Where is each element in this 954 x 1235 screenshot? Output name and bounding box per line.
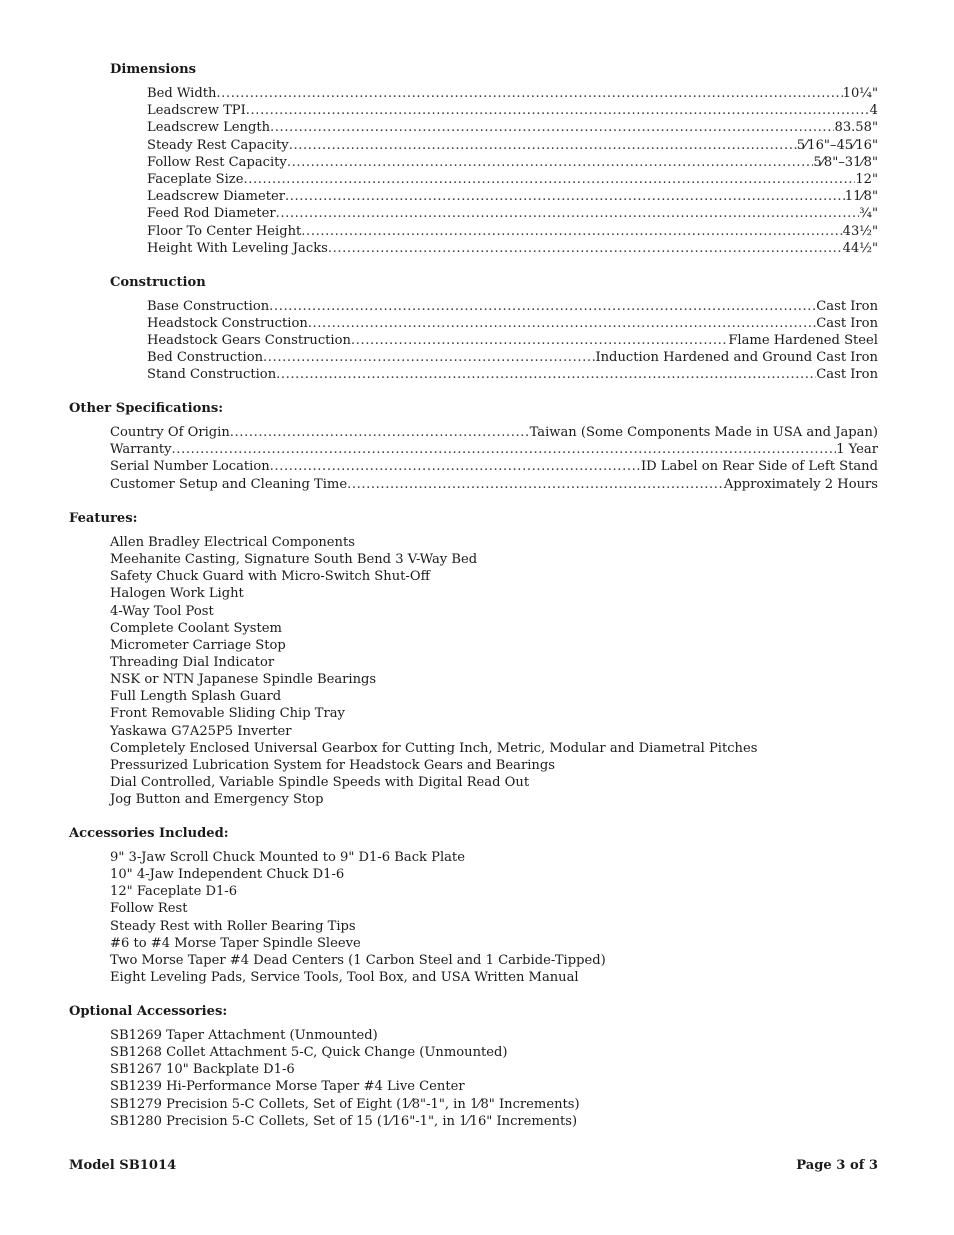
dimension-label: Feed Rod Diameter	[147, 206, 276, 222]
dimension-value: 5⁄16"–45⁄16"	[796, 137, 878, 153]
dimension-value: 4	[869, 103, 878, 119]
construction-label: Headstock Construction	[147, 316, 308, 332]
dimension-label: Leadscrew Diameter	[147, 189, 285, 205]
accessories-included-list	[110, 849, 606, 986]
dimension-row	[147, 240, 878, 257]
feature-item: Complete Coolant System	[110, 620, 282, 636]
specification-value: 1 Year	[836, 442, 878, 458]
construction-value: Cast Iron	[816, 316, 878, 332]
included-accessory-item: 10" 4-Jaw Independent Chuck D1-6	[110, 867, 345, 883]
leader-dots	[270, 458, 641, 475]
dimension-label: Bed Width	[147, 86, 217, 101]
specification-label: Warranty	[110, 442, 172, 458]
dimension-value: 43½"	[842, 223, 878, 239]
feature-item: Completely Enclosed Universal Gearbox for Cutting Inch, Metric, Modular and Diametral Pitches	[110, 740, 758, 756]
leader-dots	[328, 240, 843, 257]
dimension-row	[147, 102, 878, 119]
specification-label: Country Of Origin	[110, 425, 230, 440]
construction-value: Cast Iron	[816, 367, 878, 383]
leader-dots	[269, 298, 816, 315]
optional-accessory-item: SB1268 Collet Attachment 5-C, Quick Change (Unmounted)	[110, 1045, 508, 1061]
specification-label: Customer Setup and Cleaning Time	[110, 476, 348, 492]
feature-item: Meehanite Casting, Signature South Bend 3 V-Way Bed	[110, 552, 478, 568]
construction-value: Induction Hardened and Ground Cast Iron	[595, 350, 878, 366]
construction-value: Cast Iron	[816, 299, 878, 314]
dimension-label: Floor To Center Height	[147, 223, 302, 239]
leader-dots	[287, 154, 814, 171]
dimension-row	[147, 154, 878, 171]
leader-dots	[263, 349, 595, 366]
feature-item: Yaskawa G7A25P5 Inverter	[110, 723, 292, 739]
feature-item: Front Removable Sliding Chip Tray	[110, 706, 345, 722]
leader-dots	[172, 441, 837, 458]
specification-row	[110, 424, 878, 441]
included-accessory-item: 12" Faceplate D1-6	[110, 884, 238, 900]
included-accessory-item: 9" 3-Jaw Scroll Chuck Mounted to 9" D1-6 Back Plate	[110, 850, 465, 865]
construction-label: Stand Construction	[147, 367, 277, 383]
dimension-value: 11⁄8"	[844, 189, 878, 205]
accessories-included-heading: Accessories Included:	[69, 826, 229, 841]
optional-accessory-item: SB1269 Taper Attachment (Unmounted)	[110, 1028, 378, 1043]
construction-heading: Construction	[110, 275, 206, 290]
dimension-row	[147, 188, 878, 205]
construction-value: Flame Hardened Steel	[728, 333, 878, 349]
dimension-value: 44½"	[842, 240, 878, 256]
dimension-value: ¾"	[859, 206, 878, 222]
dimension-label: Steady Rest Capacity	[147, 137, 289, 153]
included-accessory-item: Follow Rest	[110, 901, 188, 917]
specification-row	[110, 458, 878, 475]
feature-item: Full Length Splash Guard	[110, 689, 282, 705]
optional-accessory-item: SB1267 10" Backplate D1-6	[110, 1062, 295, 1078]
construction-row	[147, 332, 878, 349]
leader-dots	[285, 188, 845, 205]
footer-model: Model SB1014	[69, 1158, 177, 1173]
feature-item: NSK or NTN Japanese Spindle Bearings	[110, 672, 377, 688]
optional-accessory-item: SB1279 Precision 5-C Collets, Set of Eight (1⁄8"-1", in 1⁄8" Increments)	[110, 1096, 580, 1112]
other-specifications-heading: Other Specifications:	[69, 401, 224, 416]
feature-item: Halogen Work Light	[110, 586, 244, 602]
features-heading: Features:	[69, 511, 138, 526]
leader-dots	[243, 171, 855, 188]
leader-dots	[308, 315, 817, 332]
leader-dots	[301, 223, 842, 240]
dimensions-heading: Dimensions	[110, 62, 197, 77]
specification-label: Serial Number Location	[110, 459, 270, 475]
included-accessory-item: Eight Leveling Pads, Service Tools, Tool Box, and USA Written Manual	[110, 969, 579, 985]
dimension-row	[147, 223, 878, 240]
dimension-value: 12"	[855, 172, 878, 187]
feature-item: 4-Way Tool Post	[110, 603, 214, 619]
feature-item: Threading Dial Indicator	[110, 654, 275, 670]
leader-dots	[351, 332, 728, 349]
leader-dots	[216, 85, 842, 102]
dimension-label: Leadscrew TPI	[147, 103, 246, 119]
dimension-row	[147, 85, 878, 102]
specification-value: Approximately 2 Hours	[723, 476, 878, 492]
footer-page-number: Page 3 of 3	[796, 1158, 878, 1173]
dimension-label: Follow Rest Capacity	[147, 154, 287, 170]
leader-dots	[230, 424, 530, 441]
leader-dots	[246, 102, 870, 119]
construction-row	[147, 366, 878, 383]
included-accessory-item: Two Morse Taper #4 Dead Centers (1 Carbon Steel and 1 Carbide-Tipped)	[110, 952, 606, 968]
feature-item: Safety Chuck Guard with Micro-Switch Shut-Off	[110, 569, 430, 585]
leader-dots	[270, 119, 834, 136]
dimension-value: 5⁄8"–31⁄8"	[813, 154, 878, 170]
included-accessory-item: #6 to #4 Morse Taper Spindle Sleeve	[110, 935, 361, 951]
leader-dots	[276, 366, 816, 383]
optional-accessories-heading: Optional Accessories:	[69, 1004, 228, 1019]
leader-dots	[347, 476, 724, 493]
construction-label: Bed Construction	[147, 350, 264, 366]
construction-label: Headstock Gears Construction	[147, 333, 351, 349]
feature-item: Allen Bradley Electrical Components	[110, 535, 355, 550]
construction-row	[147, 298, 878, 315]
construction-row	[147, 349, 878, 366]
feature-item: Pressurized Lubrication System for Headstock Gears and Bearings	[110, 757, 555, 773]
specification-row	[110, 441, 878, 458]
feature-item: Micrometer Carriage Stop	[110, 637, 286, 653]
included-accessory-item: Steady Rest with Roller Bearing Tips	[110, 918, 356, 934]
features-list	[110, 534, 757, 808]
construction-label: Base Construction	[147, 299, 270, 314]
leader-dots	[276, 205, 860, 222]
dimension-row	[147, 171, 878, 188]
dimension-label: Leadscrew Length	[147, 120, 271, 136]
dimension-row	[147, 205, 878, 222]
specification-row	[110, 476, 878, 493]
specification-value: ID Label on Rear Side of Left Stand	[640, 459, 878, 475]
construction-row	[147, 315, 878, 332]
dimension-value: 10¼"	[842, 86, 878, 101]
dimension-label: Faceplate Size	[147, 172, 244, 187]
leader-dots	[289, 137, 797, 154]
specification-value: Taiwan (Some Components Made in USA and Japan)	[529, 425, 878, 440]
dimension-label: Height With Leveling Jacks	[147, 240, 328, 256]
dimension-value: 83.58"	[834, 120, 878, 136]
optional-accessories-list	[110, 1027, 580, 1130]
dimension-row	[147, 137, 878, 154]
feature-item: Dial Controlled, Variable Spindle Speeds with Digital Read Out	[110, 774, 530, 790]
feature-item: Jog Button and Emergency Stop	[110, 792, 324, 808]
optional-accessory-item: SB1280 Precision 5-C Collets, Set of 15 (1⁄16"-1", in 1⁄16" Increments)	[110, 1113, 578, 1129]
optional-accessory-item: SB1239 Hi-Performance Morse Taper #4 Live Center	[110, 1079, 465, 1095]
dimension-row	[147, 119, 878, 136]
